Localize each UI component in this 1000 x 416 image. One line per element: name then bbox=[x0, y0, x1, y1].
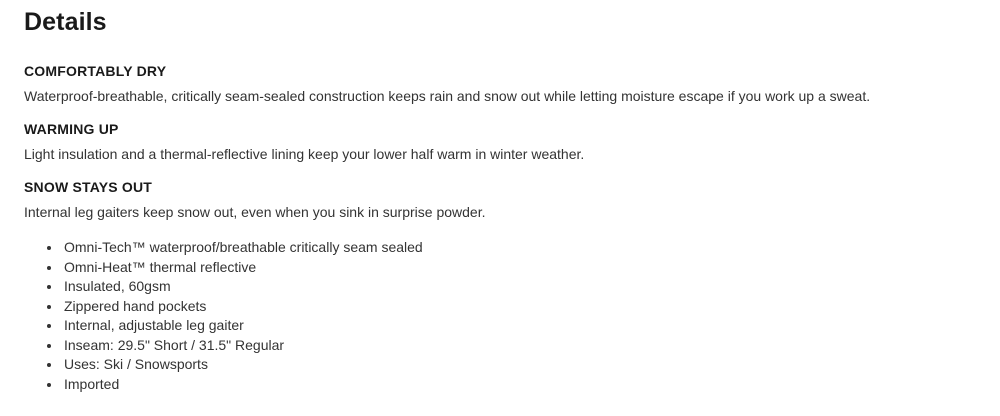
feature-item: • Imported bbox=[62, 375, 976, 395]
feature-list bbox=[24, 238, 976, 394]
feature-item: • Omni-Heat™ thermal reflective bbox=[62, 258, 976, 278]
page-title: Details bbox=[24, 8, 107, 36]
feature-item: • Internal, adjustable leg gaiter bbox=[62, 316, 976, 336]
details-section-comfortably-dry bbox=[24, 62, 976, 106]
details-section-snow-stays-out bbox=[24, 178, 976, 222]
feature-item: • Inseam: 29.5" Short / 31.5" Regular bbox=[62, 336, 976, 356]
feature-item: • Uses: Ski / Snowsports bbox=[62, 355, 976, 375]
section-body: Waterproof-breathable, critically seam-sealed construction keeps rain and snow out while letting moisture escape if you work up a sweat. bbox=[24, 88, 871, 104]
section-heading: COMFORTABLY DRY bbox=[24, 63, 167, 79]
section-body: Light insulation and a thermal-reflective lining keep your lower half warm in winter weather. bbox=[24, 146, 585, 162]
feature-item: • Zippered hand pockets bbox=[62, 297, 976, 317]
feature-item: • Omni-Tech™ waterproof/breathable critically seam sealed bbox=[62, 238, 976, 258]
section-body: Internal leg gaiters keep snow out, even when you sink in surprise powder. bbox=[24, 204, 486, 220]
feature-item: • Insulated, 60gsm bbox=[62, 277, 976, 297]
section-heading: WARMING UP bbox=[24, 121, 119, 137]
details-section-warming-up bbox=[24, 120, 976, 164]
section-heading: SNOW STAYS OUT bbox=[24, 179, 153, 195]
